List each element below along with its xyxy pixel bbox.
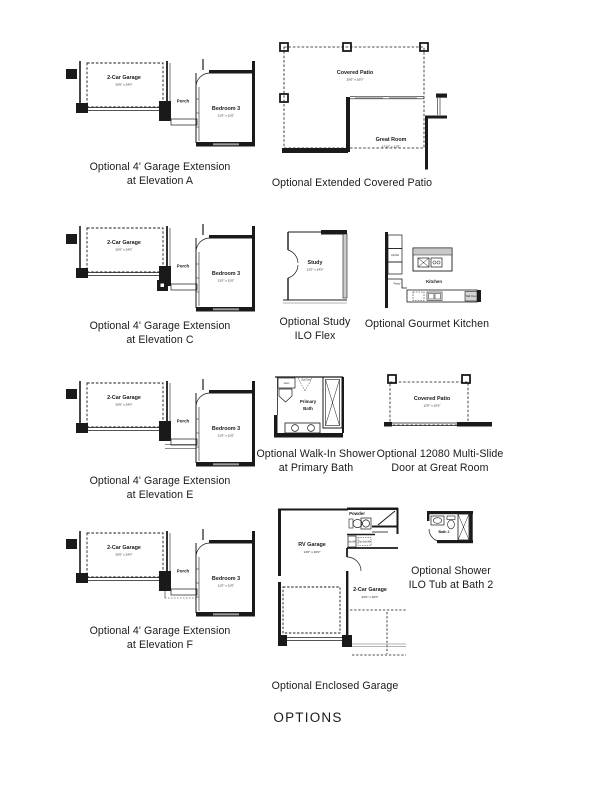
garage-door-zone: [283, 587, 340, 633]
caption-garage-extension-a: [40, 161, 280, 188]
floor-plan-study: [281, 224, 351, 308]
floor-plan-gourmet-kitchen: [368, 222, 483, 314]
room-dims-2car-garage: 20'0" x 20'0": [361, 595, 379, 599]
caption-line-2: at Elevation F: [126, 638, 194, 651]
caption-line-1: Optional 12080 Multi-Slide: [376, 448, 504, 460]
caption-line-1: Optional 4' Garage Extension: [89, 320, 231, 332]
room-label-garage: 2-Car Garage: [107, 240, 141, 246]
room-label-garage: 2-Car Garage: [107, 395, 141, 401]
toilet-icon: [279, 389, 292, 402]
page-title: OPTIONS: [273, 710, 343, 725]
room-label-garage: 2-Car Garage: [107, 545, 141, 551]
caption-multislide-door: [360, 448, 520, 475]
room-dims-garage: 20'0" x 24'0": [115, 402, 133, 407]
room-label-bedroom3: Bedroom 3: [211, 271, 241, 277]
label-opt-wh: Opt WH: [347, 541, 357, 544]
caption-line-1: Optional Walk-In Shower: [256, 448, 376, 460]
sliding-door-icon: [389, 97, 417, 99]
room-dims-great-room: 17'10" x 17'0": [381, 144, 401, 149]
room-label-bedroom3: Bedroom 3: [211, 576, 241, 582]
sink-icon: [292, 425, 299, 432]
door-arc-icon: [288, 250, 298, 263]
label-opt-ref: Opt Ref: [391, 255, 399, 257]
label-opt-door: Opt Door: [301, 379, 311, 382]
toilet-icon: [349, 519, 353, 528]
room-dims-covered-patio: 20'0" x 10'0": [346, 77, 364, 82]
floor-plan-bath2: [425, 503, 477, 549]
window-wall: [343, 234, 347, 298]
caption-line-1: Optional 4' Garage Extension: [89, 475, 231, 487]
door-arc-icon: [288, 265, 298, 278]
floor-plan-garage-extension-c: [63, 222, 259, 318]
garage-extension-linework: [66, 529, 255, 617]
caption-line-1: Optional 4' Garage Extension: [89, 161, 231, 173]
caption-enclosed-garage: [255, 680, 415, 694]
door-arc-icon: [347, 557, 361, 571]
caption-line-1: Optional Gourmet Kitchen: [364, 318, 490, 330]
garage-extension-linework: [66, 379, 255, 467]
room-label-porch: Porch: [176, 98, 190, 104]
caption-line-1: Optional Shower: [411, 565, 491, 577]
room-label-bedroom3: Bedroom 3: [211, 106, 241, 112]
room-dims-study: 12'0" x 14'0": [306, 267, 324, 272]
stair-icon: [378, 511, 395, 525]
room-label-rv-garage: RV Garage: [298, 542, 326, 548]
label-opt-soft-water: Opt Soft Wtr: [358, 541, 371, 544]
study-linework: [283, 230, 347, 303]
patio-linework: [280, 43, 447, 170]
caption-line-2: at Elevation A: [126, 174, 194, 187]
room-dims-rv-garage: 14'0" x 40'0": [303, 550, 321, 554]
caption-line-1: Optional 4' Garage Extension: [89, 625, 231, 637]
caption-shower-bath2: [371, 565, 531, 592]
room-label-bedroom3: Bedroom 3: [211, 426, 241, 432]
label-linen: Linen: [283, 383, 290, 385]
floor-plan-primary-bath: [270, 366, 350, 450]
room-dims-garage: 20'0" x 24'0": [115, 82, 133, 87]
floor-plan-multislide-patio: [384, 368, 496, 430]
room-dims-garage: 20'0" x 24'0": [115, 552, 133, 557]
elevation-c-meter-icon: [157, 280, 168, 291]
caption-extended-covered-patio: [252, 177, 452, 191]
caption-line-2: at Primary Bath: [278, 461, 354, 474]
caption-garage-extension-e: [40, 475, 280, 502]
garage-extension-linework: [66, 224, 255, 312]
caption-line-1: Optional Extended Covered Patio: [271, 177, 433, 189]
caption-line-2: at Elevation C: [126, 333, 194, 346]
label-pantry: Pantry: [393, 283, 401, 286]
room-label-porch: Porch: [176, 263, 190, 269]
room-label-garage: 2-Car Garage: [107, 75, 141, 81]
room-label-covered-patio: Covered Patio: [413, 396, 451, 402]
room-label-kitchen: Kitchen: [425, 279, 443, 284]
room-label-primary: Primary: [299, 399, 317, 404]
sink-icon: [308, 425, 315, 432]
sliding-door-icon: [355, 97, 383, 99]
floor-plan-garage-extension-e: [63, 377, 259, 473]
room-dims-covered-patio: 12'0" x 10'0": [423, 403, 441, 408]
room-label-bath: Bath: [303, 406, 313, 411]
room-label-2car-garage: 2-Car Garage: [353, 587, 387, 593]
room-label-bath2: Bath 2: [438, 530, 450, 534]
dishwasher-icon: [413, 292, 424, 301]
caption-line-2: at Elevation E: [126, 488, 194, 501]
toilet-icon: [447, 516, 455, 520]
caption-line-2: ILO Flex: [294, 329, 336, 342]
caption-line-2: ILO Tub at Bath 2: [408, 578, 494, 591]
caption-gourmet-kitchen: [347, 318, 507, 332]
cabinet-icon: [388, 235, 402, 249]
floor-plan-garage-extension-f: [63, 527, 259, 623]
caption-garage-extension-c: [40, 320, 280, 347]
caption-line-1: Optional Enclosed Garage: [271, 680, 399, 692]
sink-icon: [431, 516, 444, 525]
cabinet-icon: [388, 262, 402, 274]
room-label-covered-patio: Covered Patio: [336, 70, 374, 76]
caption-line-2: Door at Great Room: [391, 461, 489, 474]
garage-extension-linework: [66, 59, 255, 147]
room-label-great-room: Great Room: [375, 137, 407, 143]
caption-garage-extension-f: [40, 625, 280, 652]
room-dims-bedroom3: 11'0" x 11'0": [217, 433, 235, 438]
label-wall-oven: Wall Oven: [465, 296, 477, 298]
room-dims-garage: 20'0" x 24'0": [115, 247, 133, 252]
room-label-study: Study: [307, 260, 323, 266]
room-label-porch: Porch: [176, 418, 190, 424]
caption-line-1: Optional Study: [279, 316, 351, 328]
floor-plan-extended-covered-patio: [277, 36, 447, 176]
room-dims-bedroom3: 11'0" x 11'0": [217, 278, 235, 283]
room-label-powder: Powder: [349, 511, 365, 516]
bath2-linework: [427, 511, 473, 543]
room-label-porch: Porch: [176, 568, 190, 574]
floor-plan-garage-extension-a: [63, 57, 259, 153]
room-dims-bedroom3: 11'0" x 11'0": [217, 113, 235, 118]
sink-icon: [431, 258, 442, 267]
room-dims-bedroom3: 11'0" x 11'0": [217, 583, 235, 588]
